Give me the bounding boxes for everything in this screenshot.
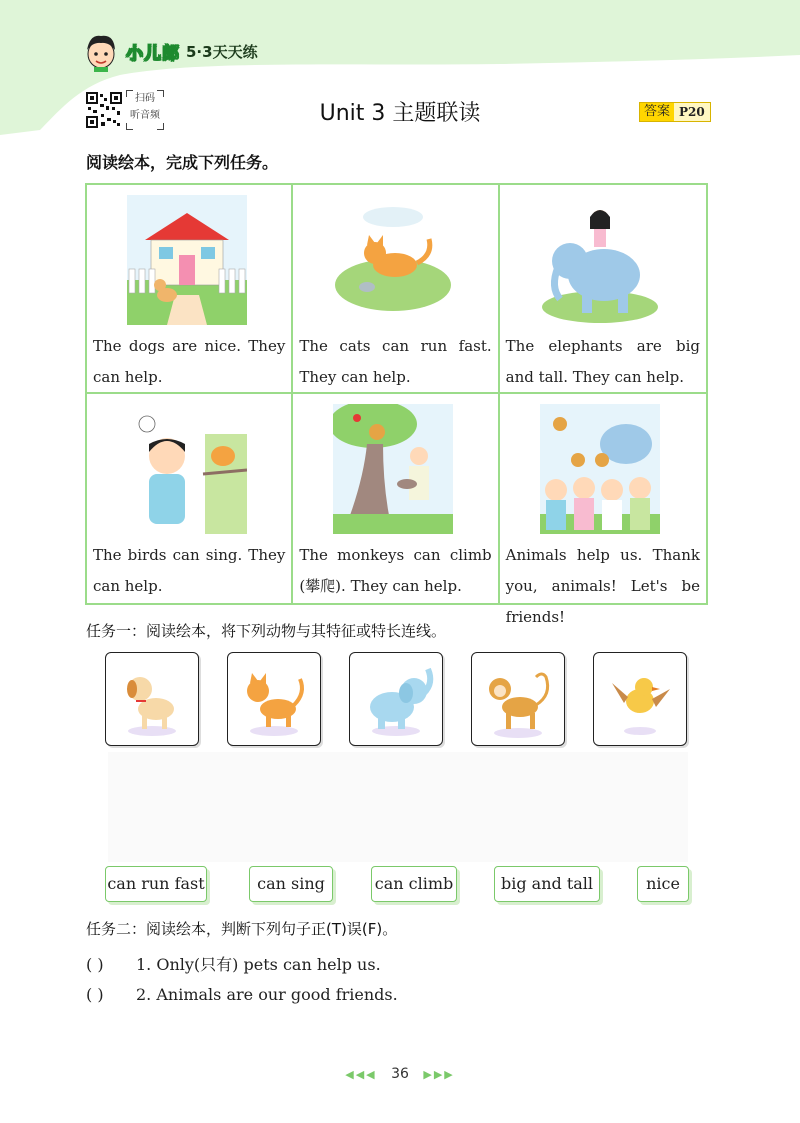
house-dog-illustration bbox=[127, 195, 247, 325]
story-caption: The elephants are big and tall. They can help. bbox=[505, 337, 700, 386]
boy-bird-illustration bbox=[127, 404, 247, 534]
animal-cards bbox=[105, 652, 705, 748]
story-cell-dog bbox=[87, 185, 293, 394]
brand bbox=[82, 30, 258, 72]
mascot-icon bbox=[82, 30, 120, 72]
task1-title: 任务一：阅读绘本，将下列动物与其特征或特长连线。 bbox=[86, 622, 447, 640]
elephant-icon bbox=[350, 653, 442, 745]
animal-card-dog[interactable] bbox=[105, 652, 199, 746]
word-card-can-run-fast[interactable]: can run fast bbox=[105, 866, 207, 902]
question-text: 1. Only(只有) pets can help us. bbox=[136, 955, 381, 974]
task2-title: 任务二：阅读绘本，判断下列句子正(T)误(F)。 bbox=[86, 920, 398, 938]
animal-card-monkey[interactable] bbox=[471, 652, 565, 746]
story-cell-cat bbox=[293, 185, 499, 394]
cat-mouse-illustration bbox=[333, 195, 453, 325]
monkey-icon bbox=[472, 653, 564, 745]
girl-on-elephant-illustration bbox=[540, 195, 660, 325]
story-cell-bird bbox=[87, 394, 293, 603]
answer-label: 答案 bbox=[640, 103, 674, 121]
question-text: 2. Animals are our good friends. bbox=[136, 985, 398, 1004]
word-card-can-climb[interactable]: can climb bbox=[371, 866, 457, 902]
answer-page: P20 bbox=[674, 103, 710, 121]
feature-words bbox=[105, 866, 705, 904]
story-caption: Animals help us. Thank you, animals! Let's be friends! bbox=[505, 546, 700, 626]
brand-logo: 小儿郎 bbox=[126, 43, 180, 64]
matching-line-area[interactable] bbox=[108, 752, 688, 862]
series-name: 5·3天天练 bbox=[186, 42, 258, 61]
dog-icon bbox=[106, 653, 198, 745]
reading-instruction: 阅读绘本，完成下列任务。 bbox=[86, 153, 279, 172]
story-cell-elephant bbox=[500, 185, 706, 394]
answer-reference[interactable] bbox=[639, 102, 711, 122]
word-card-nice[interactable]: nice bbox=[637, 866, 689, 902]
story-caption: The cats can run fast. They can help. bbox=[299, 337, 492, 386]
animal-card-bird[interactable] bbox=[593, 652, 687, 746]
cat-icon bbox=[228, 653, 320, 745]
scan-line-2: 听音频 bbox=[130, 110, 160, 121]
word-card-can-sing[interactable]: can sing bbox=[249, 866, 333, 902]
scan-line-1: 扫码 bbox=[135, 93, 155, 104]
animal-card-elephant[interactable] bbox=[349, 652, 443, 746]
monkey-tree-illustration bbox=[333, 404, 453, 534]
page-footer bbox=[0, 1066, 800, 1082]
right-arrows-icon: ▶▶▶ bbox=[423, 1068, 455, 1081]
question-2 bbox=[86, 985, 398, 1004]
story-caption: The dogs are nice. They can help. bbox=[93, 337, 286, 386]
story-caption: The birds can sing. They can help. bbox=[93, 546, 286, 595]
page-title: Unit 3 主题联读 bbox=[319, 101, 481, 126]
word-card-big-and-tall[interactable]: big and tall bbox=[494, 866, 600, 902]
answer-blank-2[interactable]: ( ) bbox=[86, 985, 104, 1004]
story-cell-friends bbox=[500, 394, 706, 626]
bird-icon bbox=[594, 653, 686, 745]
page-number: 36 bbox=[391, 1066, 409, 1082]
left-arrows-icon: ◀◀◀ bbox=[345, 1068, 377, 1081]
story-grid bbox=[85, 183, 708, 626]
kids-animals-illustration bbox=[540, 404, 660, 534]
answer-blank-1[interactable]: ( ) bbox=[86, 955, 104, 974]
story-cell-monkey bbox=[293, 394, 499, 603]
animal-card-cat[interactable] bbox=[227, 652, 321, 746]
story-caption: The monkeys can climb (攀爬). They can help. bbox=[299, 546, 492, 595]
question-1 bbox=[86, 952, 381, 975]
